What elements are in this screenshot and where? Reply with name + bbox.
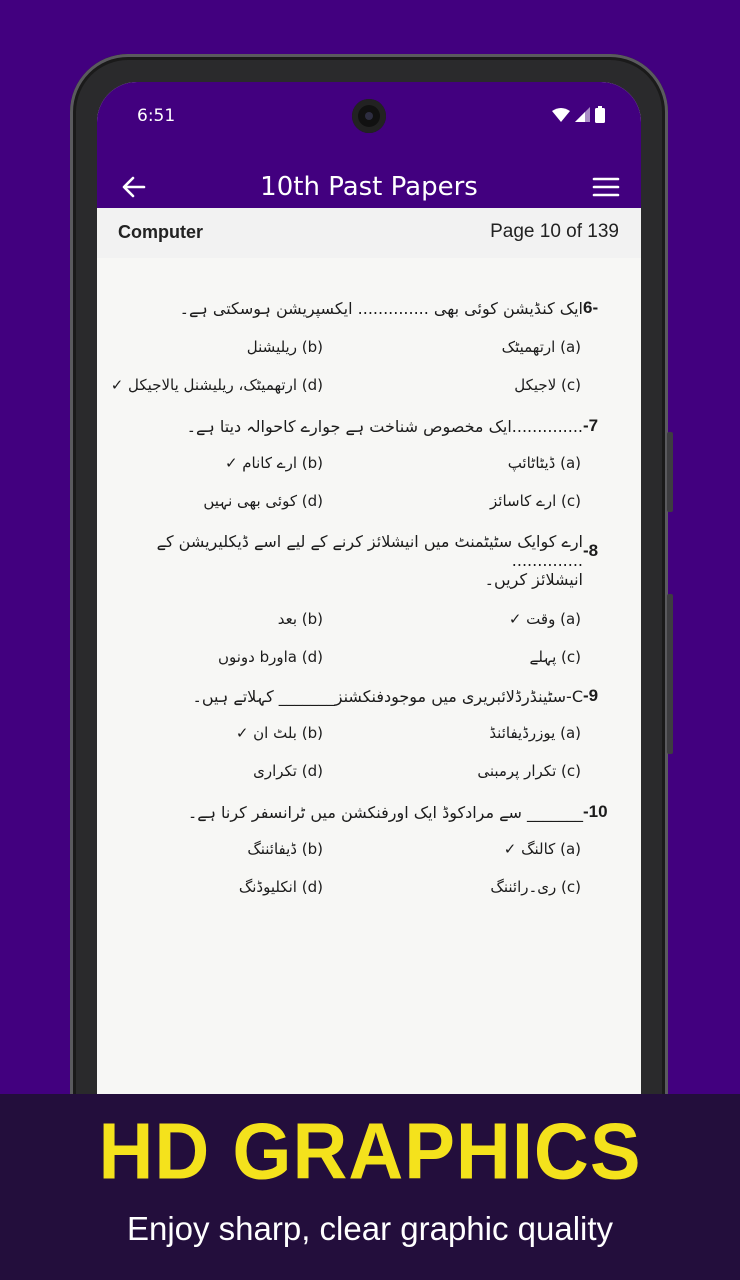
battery-icon [595, 106, 605, 123]
option-c: (c) پہلے [529, 648, 581, 666]
option-row [97, 454, 641, 484]
option-c: (c) ارے کاسائز [490, 492, 581, 510]
status-bar [97, 82, 641, 152]
wifi-icon [552, 108, 570, 122]
paper-info-bar [97, 208, 641, 258]
status-icons [552, 106, 605, 123]
option-b: (b) ریلیشنل [246, 338, 323, 356]
paper-page-image[interactable] [97, 258, 641, 1162]
option-b: (b) ڈیفائننگ [247, 840, 323, 858]
question-text: ارے کوایک سٹیٹمنٹ میں انیشلائز کرنے کے لیے اسے ڈیکلیریشن کے .............. [156, 532, 583, 570]
option-row [97, 492, 641, 522]
question-text: ایک کنڈیشن کوئی بھی .............. ایکسپریشن ہوسکتی ہے۔ [179, 298, 583, 318]
option-row [97, 610, 641, 640]
option-d: (d) ارتھمیٹک، ریلیشنل یالاجیکل ✓ [110, 376, 323, 394]
question-8-continued [101, 570, 621, 589]
option-a: (a) وقت ✓ [508, 610, 581, 628]
question-8 [101, 532, 621, 570]
option-d: (d) انکلیوڈنگ [238, 878, 323, 896]
option-row [97, 376, 641, 406]
option-b: (b) ارے کانام ✓ [224, 454, 323, 472]
question-number: -7 [583, 416, 599, 435]
question-9 [101, 686, 621, 706]
question-number: -9 [583, 686, 599, 705]
option-row [97, 338, 641, 368]
question-6 [101, 298, 621, 318]
page-indicator: Page 10 of 139 [490, 221, 619, 242]
question-10 [101, 802, 621, 822]
option-row [97, 762, 641, 792]
option-d: (d) تکراری [253, 762, 323, 780]
option-b: (b) بلٹ ان ✓ [235, 724, 323, 742]
banner-tagline: Enjoy sharp, clear graphic quality [126, 1210, 614, 1247]
option-c: (c) ری۔رائننگ [490, 878, 581, 896]
volume-button [667, 594, 673, 754]
page-title: 10th Past Papers [260, 172, 478, 202]
option-row [97, 878, 641, 908]
status-time: 6:51 [137, 106, 176, 126]
option-d: (d) کوئی بھی نہیں [203, 492, 323, 510]
option-d: (d) aاورb دونوں [217, 648, 323, 666]
question-text: C-سٹینڈرڈلائبریری میں موجودفنکشنز_______ کہلاتے ہیں۔ [192, 686, 583, 706]
option-row [97, 840, 641, 870]
app-bar [97, 152, 641, 208]
option-c: (c) لاجیکل [514, 376, 581, 394]
signal-icon [575, 107, 590, 122]
promo-banner [0, 1094, 740, 1280]
option-b: (b) بعد [277, 610, 323, 628]
option-a: (a) ارتھمیٹک [501, 338, 581, 356]
question-text: انیشلائز کریں۔ [484, 570, 583, 589]
question-number: -8 [583, 541, 599, 560]
question-7 [101, 416, 621, 436]
question-text: ..............ایک مخصوص شناخت ہے جوارے کاحوالہ دیتا ہے۔ [186, 416, 583, 436]
banner-headline: HD GRAPHICS [98, 1106, 642, 1197]
option-row [97, 724, 641, 754]
question-number: 6- [583, 298, 599, 317]
option-a: (a) کالنگ ✓ [503, 840, 581, 858]
subject-label: Computer [118, 222, 203, 242]
option-a: (a) یوزرڈیفائنڈ [489, 724, 581, 742]
option-a: (a) ڈیٹاٹائپ [507, 454, 581, 472]
question-number: -10 [583, 802, 608, 821]
phone-frame [70, 54, 668, 1154]
option-c: (c) تکرار پرمبنی [477, 762, 581, 780]
question-text: _______ سے مرادکوڈ ایک اورفنکشن میں ٹرانسفر کرنا ہے۔ [187, 802, 583, 822]
option-row [97, 648, 641, 678]
phone-screen [97, 82, 641, 1162]
menu-icon[interactable] [589, 170, 623, 204]
front-camera [352, 99, 386, 133]
power-button [667, 432, 673, 512]
